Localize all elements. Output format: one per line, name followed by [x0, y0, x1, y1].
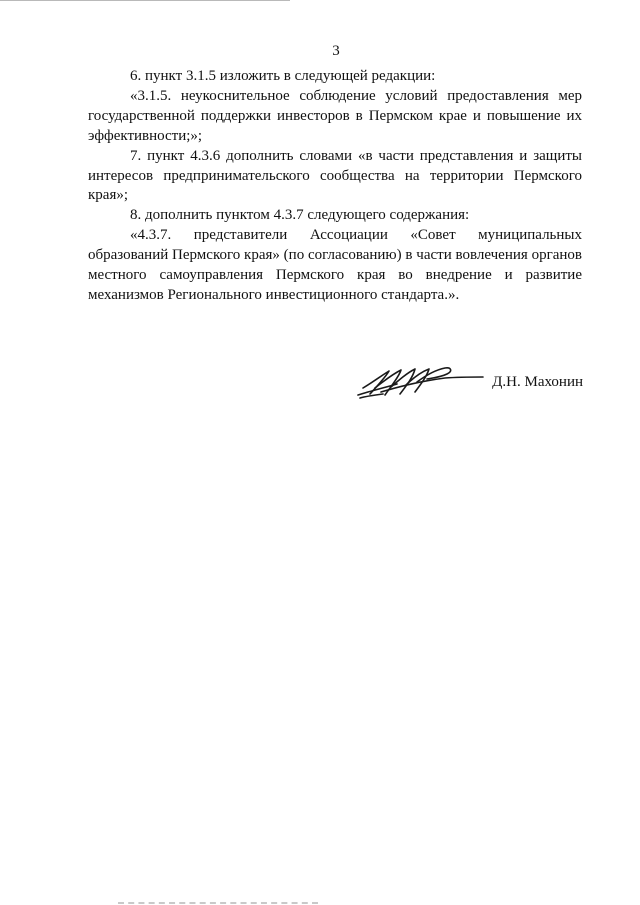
- signer-name: Д.Н. Махонин: [492, 374, 583, 390]
- paragraph-item-3-1-5: «3.1.5. неукоснительное соблюдение условий предоставления мер государственной поддержки инвесторов в Пермском крае и повышение их эффективности;»;: [88, 87, 582, 144]
- page-number: 3: [332, 43, 340, 59]
- paragraph-item-7: 7. пункт 4.3.6 дополнить словами «в части представления и защиты интересов предпринимательского сообщества на территории Пермского края»;: [88, 147, 582, 204]
- signature-block: [355, 362, 583, 410]
- scan-edge-bottom: [118, 902, 318, 904]
- document-body: [88, 67, 582, 306]
- paragraph-item-8: 8. дополнить пунктом 4.3.7 следующего содержания:: [130, 207, 470, 224]
- handwritten-signature-icon: [355, 362, 485, 402]
- paragraph-item-4-3-7: «4.3.7. представители Ассоциации «Совет муниципальных образований Пермского края» (по согласованию) в части вовлечения органов местного самоуправления Пермского края во внедрение и развитие механизмов Регионального инвестиционного стандарта.».: [88, 227, 582, 303]
- scan-edge-top: [0, 0, 290, 1]
- paragraph-item-6: 6. пункт 3.1.5 изложить в следующей редакции:: [130, 68, 436, 84]
